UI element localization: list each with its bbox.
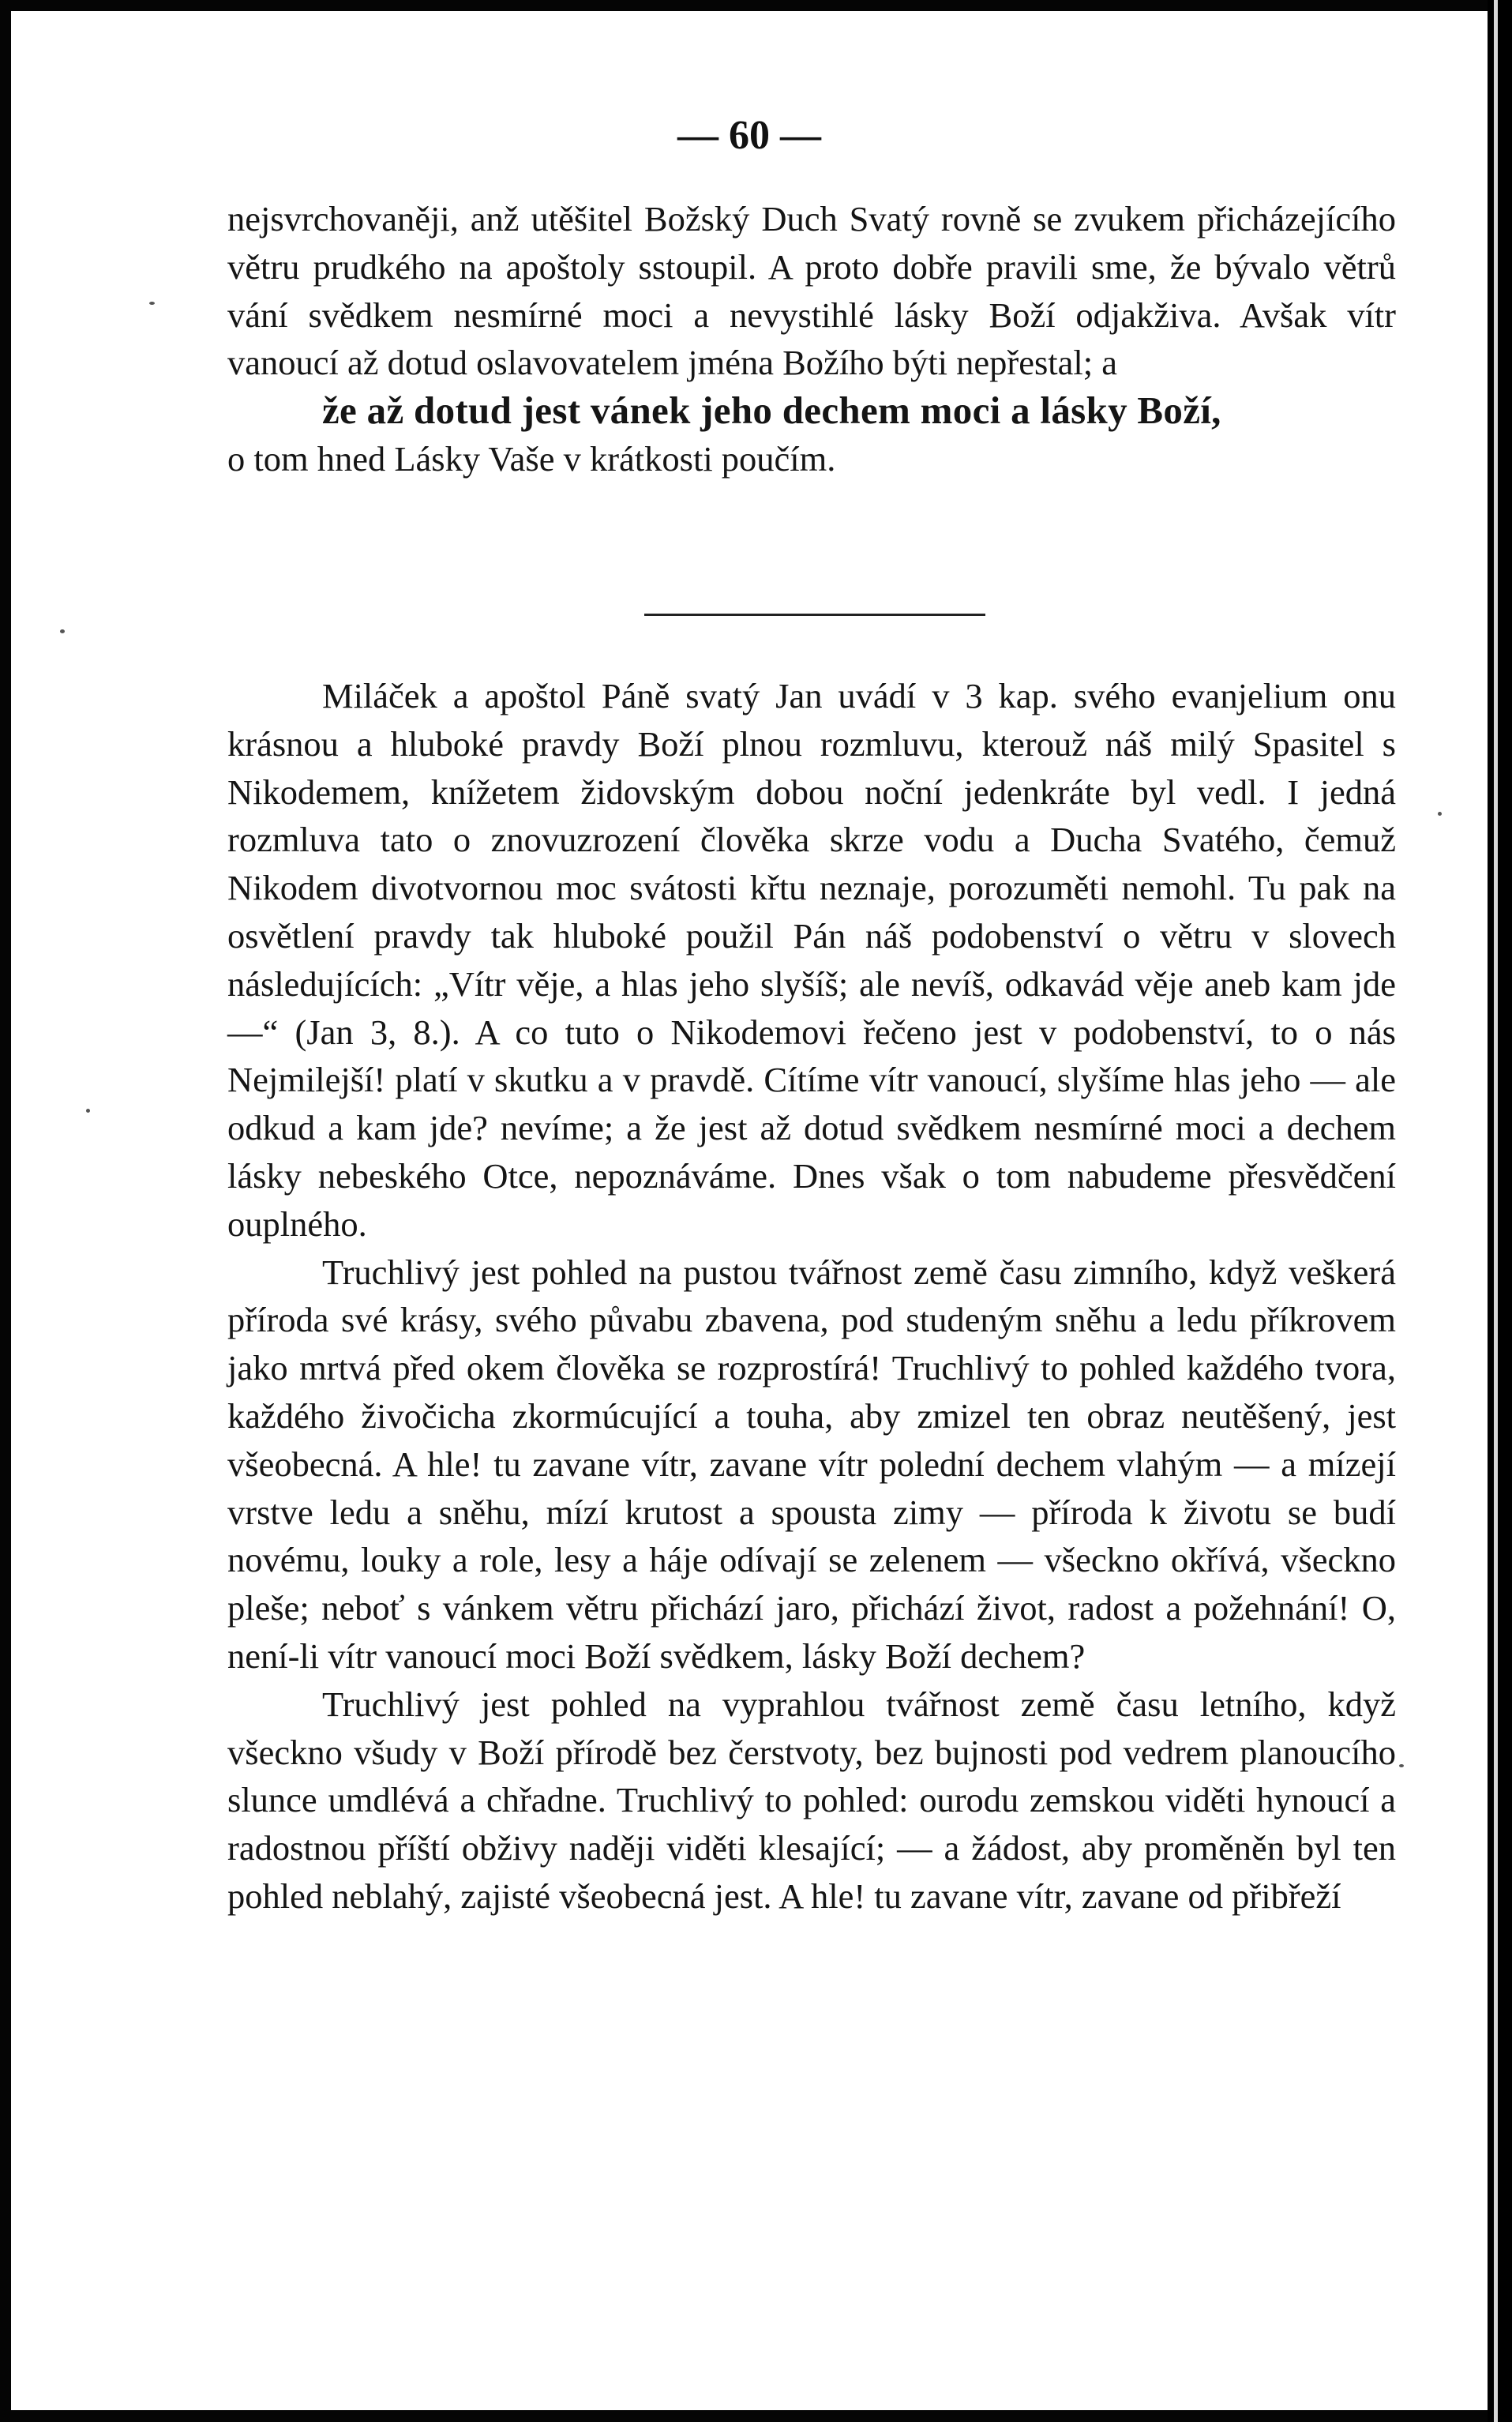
opening-section bbox=[227, 195, 1396, 483]
section-divider bbox=[644, 614, 985, 616]
paper-speck bbox=[60, 629, 65, 633]
paper-speck bbox=[1438, 812, 1442, 816]
page-edge bbox=[1488, 0, 1512, 2422]
emphasized-thesis: že až dotud jest vánek jeho dechem moci a lásky Boží, bbox=[322, 389, 1221, 433]
main-section bbox=[227, 672, 1396, 1921]
paragraph-nikodem: Miláček a apoštol Páně svatý Jan uvádí v 3 kap. svého evanjelium onu krásnou a hluboké pravdy Boží plnou rozmluvu, kterouž náš milý Spasitel s Nikodemem, knížetem židovským dobou noční jedenkráte byl vedl. I jedná rozmluva tato o znovuzrození člověka skrze vodu a Ducha Svatého, čemuž Nikodem divotvornou moc svátosti křtu neznaje, porozuměti nemohl. Tu pak na osvětlení pravdy tak hluboké použil Pán náš podobenství o větru v slovech následujících: „Vítr věje, a hlas jeho slyšíš; ale nevíš, odkavád věje aneb kam jde —“ (Jan 3, 8.). A co tuto o Nikodemovi řečeno jest v podobenství, to o nás Nejmilejší! platí v skutku a v pravdě. Cítíme vítr vanoucí, slyšíme hlas jeho — ale odkud a kam jde? nevíme; a že jest až dotud svědkem nesmírné moci a dechem lásky nebeského Otce, nepoznáváme. Dnes však o tom nabudeme přesvědčení ouplného. bbox=[227, 676, 1396, 1244]
closing-text: o tom hned Lásky Vaše v krátkosti poučím. bbox=[227, 438, 836, 479]
paper-speck bbox=[149, 302, 155, 305]
edge-strip bbox=[1494, 0, 1498, 2422]
paragraph-winter: Truchlivý jest pohled na pustou tvářnost země času zimního, když veškerá příroda své krásy, svého půvabu zbavena, pod studeným sněhu a ledu příkrovem jako mrtvá před okem člověka se rozprostírá! Truchlivý to pohled každého tvora, každého živočicha zkormúcující a touha, aby zmizel ten obraz neutěšený, jest všeobecná. A hle! tu zavane vítr, zavane vítr polední dechem vlahým — a mízejí vrstve ledu a sněhu, mízí krutost a spousta zimy — příroda k životu se budí novému, louky a role, lesy a háje odívají se zelenem — všeckno okřívá, všeckno pleše; neboť s vánkem větru přichází jaro, přichází život, radost a požehnání! O, není-li vítr vanoucí moci Boží svědkem, lásky Boží dechem? bbox=[227, 1252, 1396, 1676]
page-number: — 60 — bbox=[677, 113, 821, 158]
paper-speck bbox=[86, 1109, 90, 1113]
opening-text: nejsvrchovaněji, anž utěšitel Božský Duch Svatý rovně se zvukem přicházejícího větru prudkého na apoštoly sstoupil. A proto dobře pravili sme, že bývalo větrů vání svědkem nesmírné moci a nevystihlé lásky Boží odjakživa. Avšak vítr vanoucí až dotud oslavovatelem jména Božího býti nepřestal; a bbox=[227, 199, 1396, 383]
opening-paragraph bbox=[227, 195, 1396, 483]
book-page bbox=[11, 11, 1488, 2410]
paragraph-summer: Truchlivý jest pohled na vyprahlou tvářnost země času letního, když všeckno všudy v Boží přírodě bez čerstvoty, bez bujnosti pod vedrem planoucího slunce umdlévá a chřadne. Truchlivý to pohled: ourodu zemskou viděti hynoucí a radostnou příští obživy naději viděti klesající; — a žádost, aby proměněn byl ten pohled neblahý, zajisté všeobecná jest. A hle! tu zavane vítr, zavane od přibřeží bbox=[227, 1684, 1396, 1916]
paper-speck bbox=[1399, 1764, 1404, 1767]
